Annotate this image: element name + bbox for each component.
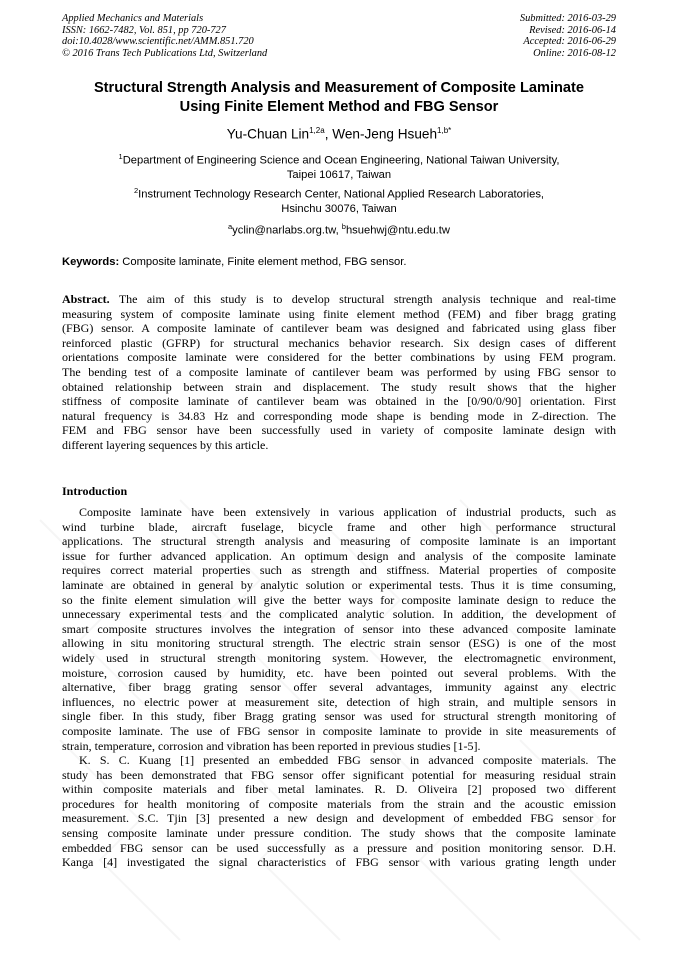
- author-emails: [60, 220, 618, 238]
- abstract-line: natural frequency is 34.83 Hz and corresponding mode shape is bending mode in Z-direction. The: [62, 408, 616, 423]
- submission-dates: [520, 13, 616, 59]
- email-a[interactable]: yclin@narlabs.org.tw: [232, 224, 336, 237]
- abstract-line: measuring system of composite laminate using finite element method (FEM) and fiber bragg grating: [62, 306, 616, 321]
- abstract-line: different layering sequences by this article.: [62, 437, 269, 452]
- intro-line: applications. The structural strength analysis and measuring of composite laminate is an important: [62, 534, 616, 549]
- intro-line: unnecessary experimental tests and the complicated analytic solution. In addition, the development of: [62, 607, 616, 622]
- email-b[interactable]: hsuehwj@ntu.edu.tw: [345, 224, 450, 237]
- online-date: Online: 2016-08-12: [533, 47, 616, 59]
- journal-info: [62, 13, 267, 59]
- intro-line: strain, temperature, corrosion and vibration has been reported in previous studies [1-5].: [62, 738, 481, 753]
- intro-line: alternative, fiber bragg grating sensor offer several advantages, immunity against any electric: [62, 680, 616, 695]
- abstract-line: (FBG) sensor. A composite laminate of cantilever beam was designed and fabricated using glass fiber: [62, 321, 616, 336]
- intro-line: study has been demonstrated that FBG sensor offer significant potential for measuring residual strain: [62, 767, 616, 782]
- intro-line: influences, no electric power at measurement site, detection of high strain, and multiple sensors in: [62, 694, 616, 709]
- affiliation-2: [60, 184, 618, 216]
- intro-line: sensing composite laminate under pressure condition. The study shows that the composite laminate: [62, 826, 616, 841]
- keywords-label: Keywords:: [62, 256, 120, 268]
- affiliation-2-line-2: Hsinchu 30076, Taiwan: [281, 202, 397, 215]
- abstract-line: stiffness of composite laminate of cantilever beam was obtained in the [0/90/0/90] orientation. First: [62, 394, 616, 409]
- email-a-marker: a: [228, 222, 233, 231]
- submitted-date: Submitted: 2016-03-29: [519, 13, 616, 24]
- affiliation-1: [60, 150, 618, 182]
- keywords: [62, 255, 406, 269]
- accepted-date: Accepted: 2016-06-29: [523, 36, 616, 48]
- section-heading-introduction: Introduction: [62, 484, 128, 498]
- intro-line: within composite materials and fiber metal laminates. R. D. Oliveira [2] proposed two different: [62, 782, 616, 797]
- intro-line: issue for further advanced application. An optimum design and analysis of the composite laminate: [62, 548, 616, 563]
- intro-line: composite laminate. The use of FBG sensor in composite laminate to provide in site measurements of: [62, 723, 616, 738]
- affiliation-2-marker: 2: [133, 186, 139, 195]
- intro-line: single fiber. In this study, fiber Bragg grating sensor was used for structural strength monitoring of: [62, 709, 616, 724]
- affiliation-1-line-2: Taipei 10617, Taiwan: [286, 168, 392, 181]
- email-separator: ,: [335, 224, 342, 237]
- issn: ISSN: 1662-7482, Vol. 851, pp 720-727: [62, 24, 226, 36]
- abstract-line: orientations composite laminate were considered for the better combinations by using FEM program.: [62, 350, 616, 365]
- intro-line: laminate are obtained in general by analytic solution or experimental tests. Thus it is time consuming,: [62, 577, 616, 592]
- abstract-label: Abstract.: [62, 292, 110, 306]
- intro-line: smart composite structures involves the integration of sensor into these advanced composite laminate: [62, 621, 616, 636]
- email-b-marker: b: [341, 222, 346, 231]
- intro-line: wind turbine blade, aircraft fuselage, bicycle frame and other high performance structural: [62, 519, 616, 534]
- author-separator: ,: [324, 126, 333, 142]
- title-line-1: Structural Strength Analysis and Measurement of Composite Laminate: [93, 80, 585, 96]
- abstract-line: The bending test of a composite laminate of cantilever beam was performed by using FBG sensor to: [62, 364, 616, 379]
- author-list: [50, 122, 628, 144]
- keywords-text: Composite laminate, Finite element method, FBG sensor.: [119, 256, 407, 268]
- affiliation-2-line-1: Instrument Technology Research Center, National Applied Research Laboratories,: [138, 188, 545, 201]
- revised-date: Revised: 2016-06-14: [529, 24, 616, 36]
- intro-line: requires correct material properties such as strength and stiffness. Material properties of composite: [62, 563, 616, 578]
- intro-line: moisture, corrosion caused by humidity, etc. have been pointed out several problems. With the: [62, 665, 616, 680]
- intro-line: Kanga [4] investigated the signal characteristics of FBG sensor with various grating length under: [62, 855, 616, 870]
- intro-line: allowing in situ monitoring structural strength. The electric strain sensor (ESG) is one of the most: [62, 636, 616, 651]
- introduction-body: [62, 505, 616, 870]
- author-1: Yu-Chuan Lin: [226, 126, 310, 142]
- intro-line: K. S. C. Kuang [1] presented an embedded FBG sensor in advanced composite materials. The: [79, 753, 616, 768]
- intro-line: widely used in structural strength monitoring system. However, the electromagnetic environment,: [62, 650, 616, 665]
- abstract-line: reinforced plastic (GFRP) for structural mechanics behavior research. Six design cases of different: [62, 335, 616, 350]
- title-line-2: Using Finite Element Method and FBG Sensor: [179, 99, 499, 115]
- abstract-line: Abstract. The aim of this study is to develop structural strength analysis technique and real-time: [62, 292, 616, 306]
- intro-line: procedures for health monitoring of composite materials from the strain and the acoustic emission: [62, 796, 616, 811]
- author-2: Wen-Jeng Hsueh: [332, 126, 438, 142]
- doi: doi:10.4028/www.scientific.net/AMM.851.720: [62, 36, 254, 48]
- author-1-affil: 1,2a: [309, 126, 325, 135]
- journal-name: Applied Mechanics and Materials: [62, 13, 204, 24]
- affiliation-1-marker: 1: [118, 152, 123, 161]
- abstract-line: FEM and FBG sensor have been successfully used in variety of composite laminate design with: [62, 423, 616, 438]
- affiliation-1-line-1: Department of Engineering Science and Ocean Engineering, National Taiwan University,: [122, 154, 560, 167]
- copyright: © 2016 Trans Tech Publications Ltd, Switzerland: [62, 47, 268, 59]
- author-2-affil: 1,b*: [437, 126, 452, 135]
- abstract-line: obtained relationship between strain and displacement. The study result shows that the higher: [62, 379, 616, 394]
- intro-line: Composite laminate have been extensively in various application of industrial products, such as: [79, 505, 616, 519]
- intro-line: embedded FBG sensor can be used successfully as a pressure and position monitoring sensor. D.H.: [62, 840, 616, 855]
- intro-line: so the finite element simulation will give the better ways for composite laminate design to reduce the: [62, 592, 616, 607]
- intro-line: measurement. S.C. Tjin [3] presented a new design and development of embedded FBG sensor for: [62, 811, 616, 826]
- paper-title: [50, 79, 628, 117]
- abstract: [62, 292, 616, 453]
